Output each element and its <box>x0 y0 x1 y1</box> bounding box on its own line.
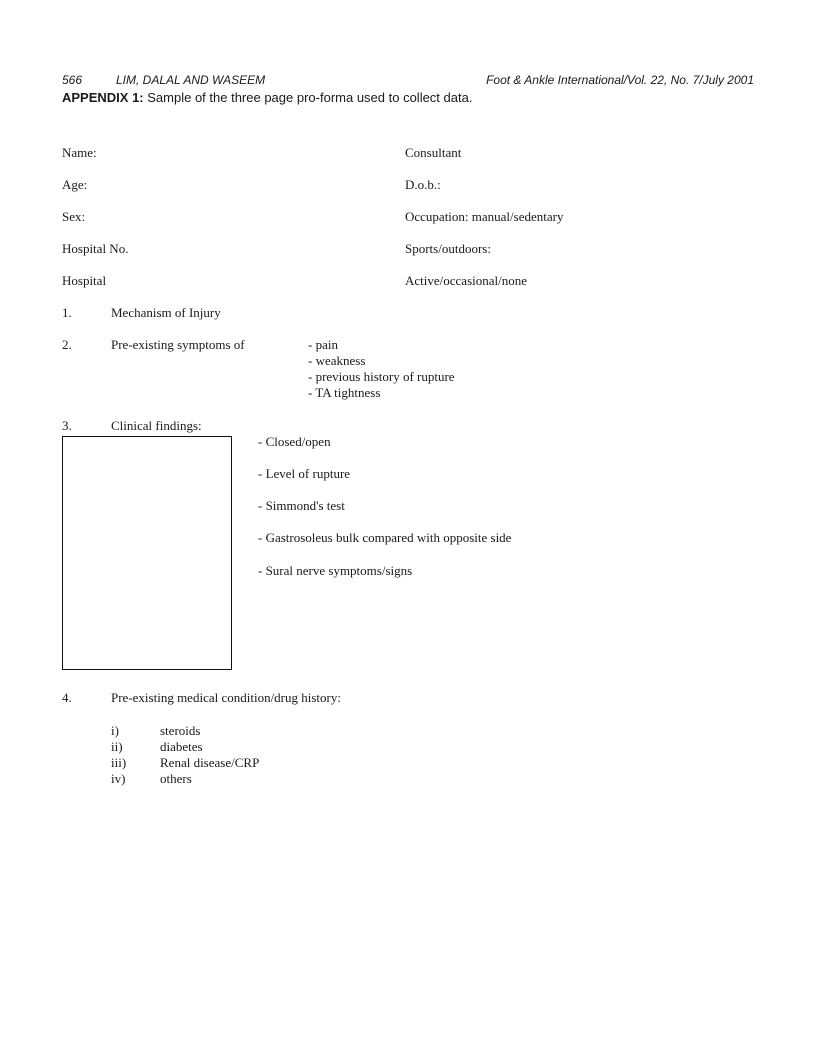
field-sex: Sex: <box>62 209 86 224</box>
condition-label: others <box>160 771 192 786</box>
item-4-label: Pre-existing medical condition/drug history: <box>111 690 341 705</box>
symptom-item: - weakness <box>308 353 366 368</box>
condition-number: i) <box>111 723 119 738</box>
field-occupation: Occupation: manual/sedentary <box>405 209 564 224</box>
running-journal: Foot & Ankle International/Vol. 22, No. 7/July 2001 <box>486 73 754 87</box>
appendix-caption-text: Sample of the three page pro-forma used to collect data. <box>143 90 473 105</box>
running-authors: LIM, DALAL AND WASEEM <box>116 73 266 87</box>
field-name: Name: <box>62 145 97 160</box>
item-1-label: Mechanism of Injury <box>111 305 221 320</box>
symptom-item: - pain <box>308 337 338 352</box>
item-3-label: Clinical findings: <box>111 418 202 433</box>
field-sports: Sports/outdoors: <box>405 241 491 256</box>
field-dob: D.o.b.: <box>405 177 441 192</box>
page-number: 566 <box>62 73 83 87</box>
item-1-number: 1. <box>62 305 72 320</box>
clinical-finding: - Closed/open <box>258 434 331 449</box>
appendix-label: APPENDIX 1: <box>62 90 144 105</box>
condition-labels <box>160 723 259 787</box>
clinical-finding: - Sural nerve symptoms/signs <box>258 563 413 578</box>
diagram-box <box>62 436 232 670</box>
symptom-item: - TA tightness <box>308 385 381 400</box>
condition-label: diabetes <box>160 739 203 754</box>
field-age: Age: <box>62 177 88 192</box>
symptom-item: - previous history of rupture <box>308 369 455 384</box>
condition-number: iii) <box>111 755 127 770</box>
condition-label: Renal disease/CRP <box>160 755 260 770</box>
clinical-finding: - Simmond's test <box>258 498 345 513</box>
appendix-caption <box>62 90 472 105</box>
item-3-number: 3. <box>62 418 72 433</box>
clinical-finding: - Level of rupture <box>258 466 351 481</box>
condition-number: ii) <box>111 739 123 754</box>
condition-label: steroids <box>160 723 201 738</box>
field-activity: Active/occasional/none <box>405 273 528 288</box>
symptoms-list <box>308 337 455 401</box>
condition-numbers <box>111 723 126 787</box>
condition-number: iv) <box>111 771 126 786</box>
field-consultant: Consultant <box>405 145 462 160</box>
clinical-finding: - Gastrosoleus bulk compared with opposite side <box>258 530 512 545</box>
item-2-label: Pre-existing symptoms of <box>111 337 245 352</box>
item-2-number: 2. <box>62 337 72 352</box>
field-hospital-no: Hospital No. <box>62 241 129 256</box>
item-4-number: 4. <box>62 690 72 705</box>
field-hospital: Hospital <box>62 273 107 288</box>
